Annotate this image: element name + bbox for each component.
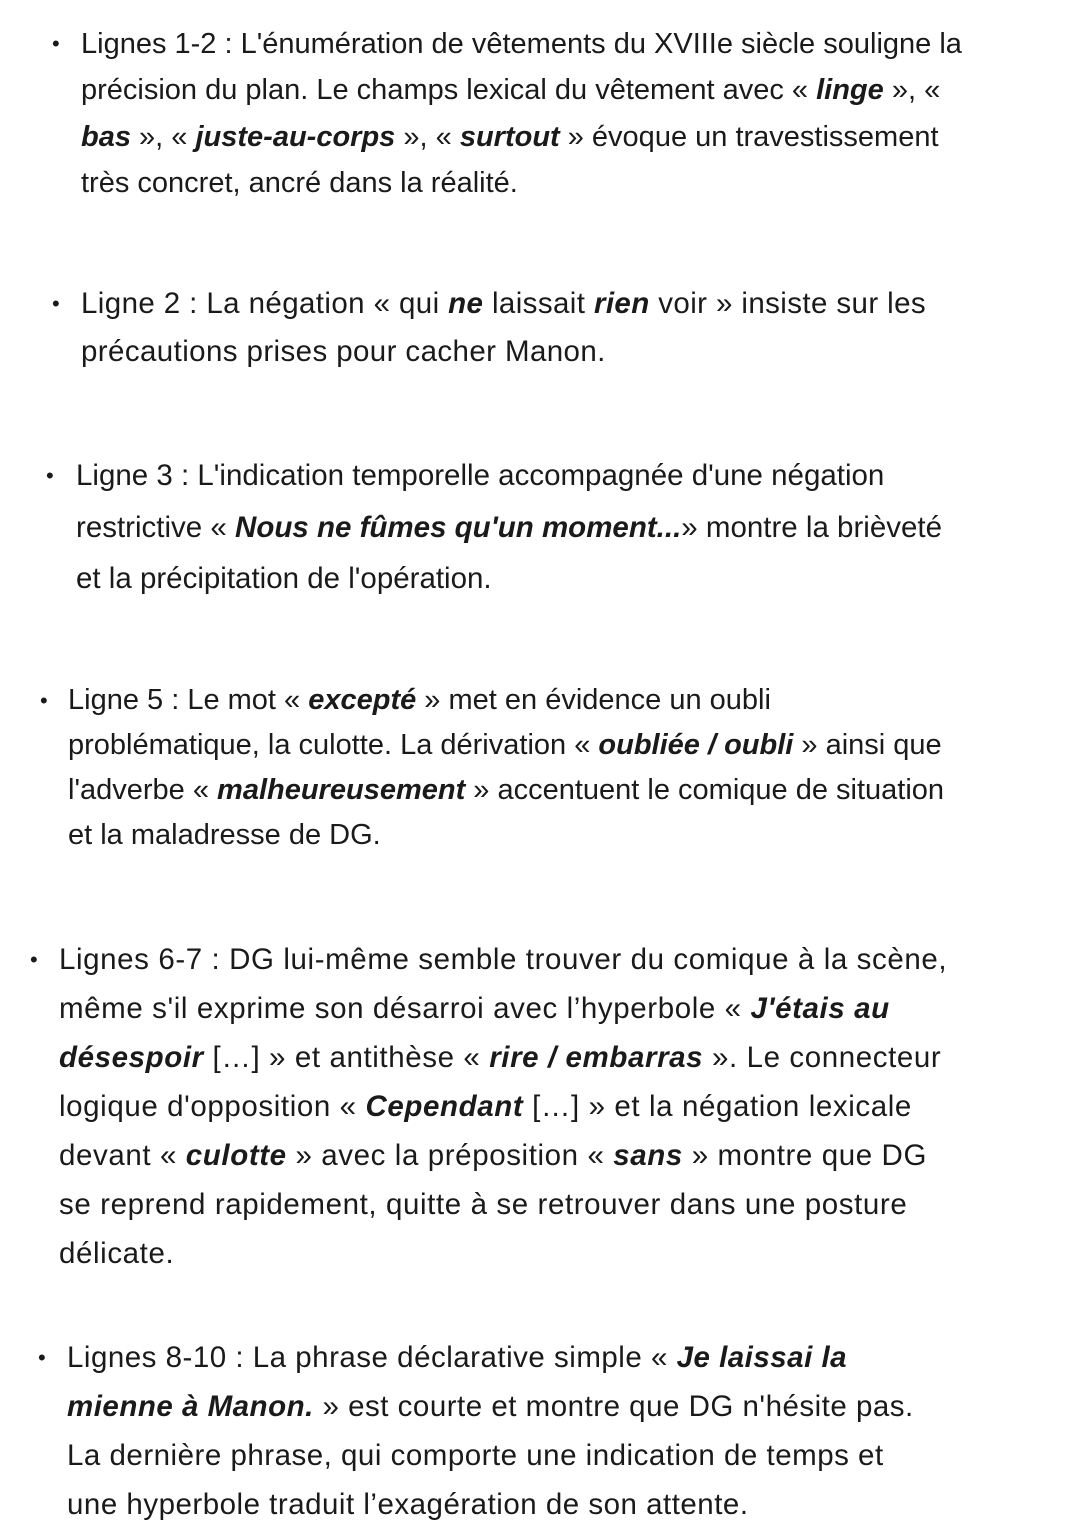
- bullet-icon: •: [52, 31, 60, 56]
- quoted-term: surtout: [459, 120, 560, 153]
- text-segment: Lignes 6-7 : DG lui-même semble trouver du comique à la scène,: [59, 943, 948, 976]
- text-line: [59, 1180, 947, 1229]
- text-segment: Ligne 3 : L'indication temporelle accompagnée d'une négation: [76, 459, 885, 492]
- text-line: [67, 1431, 914, 1480]
- quoted-term: oubliée / oubli: [598, 729, 794, 761]
- quoted-term: ne: [448, 287, 484, 320]
- text-segment: », «: [395, 120, 460, 153]
- bullet-item-ligne-3: [46, 450, 942, 605]
- text-segment: » avec la préposition «: [286, 1139, 614, 1172]
- text-line: [59, 1082, 947, 1131]
- quoted-term: rire / embarras: [489, 1041, 704, 1074]
- text-line: [59, 935, 947, 984]
- text-line: [68, 678, 944, 723]
- quoted-term: désespoir: [59, 1041, 204, 1074]
- bullet-text: [76, 450, 942, 605]
- text-line: [67, 1382, 914, 1431]
- text-segment: » met en évidence un oubli: [416, 684, 771, 716]
- quoted-term: Nous ne fûmes qu'un moment...: [235, 510, 682, 544]
- text-line: [68, 813, 944, 858]
- quoted-term: mienne à Manon.: [67, 1390, 314, 1423]
- text-line: [81, 328, 926, 376]
- text-line: [76, 502, 942, 554]
- quoted-term: Je laissai la: [676, 1341, 848, 1374]
- text-segment: et la précipitation de l'opération.: [76, 562, 492, 595]
- bullet-icon: •: [38, 1345, 47, 1370]
- text-line: [68, 723, 944, 768]
- text-segment: […] » et la négation lexicale: [523, 1090, 912, 1123]
- bullet-item-lignes-8-10: [38, 1333, 914, 1529]
- text-segment: Ligne 5 : Le mot «: [68, 684, 309, 716]
- text-line: [81, 67, 962, 113]
- text-line: [81, 160, 962, 206]
- quoted-term: linge: [816, 74, 884, 107]
- text-line: [81, 280, 926, 328]
- bullet-item-lignes-1-2: [52, 21, 962, 206]
- bullet-text: [81, 21, 962, 206]
- text-segment: La dernière phrase, qui comporte une indication de temps et: [67, 1439, 884, 1472]
- text-segment: même s'il exprime son désarroi avec l’hyperbole «: [59, 992, 751, 1025]
- bullet-icon: •: [52, 291, 61, 316]
- text-segment: » est courte et montre que DG n'hésite pas.: [313, 1390, 914, 1423]
- text-segment: », «: [130, 120, 196, 153]
- text-segment: voir » insiste sur les: [649, 287, 927, 320]
- text-segment: » ainsi que: [793, 729, 942, 761]
- bullet-item-ligne-2: [52, 280, 926, 376]
- text-segment: problématique, la culotte. La dérivation «: [68, 729, 599, 761]
- text-segment: très concret, ancré dans la réalité.: [81, 166, 518, 199]
- bullet-text: [68, 678, 944, 858]
- text-segment: Lignes 1-2 : L'énumération de vêtements du XVIIIe siècle souligne la: [81, 28, 962, 60]
- quoted-term: juste-au-corps: [195, 120, 396, 153]
- text-line: [81, 21, 962, 67]
- text-segment: restrictive «: [76, 510, 236, 544]
- text-line: [67, 1333, 914, 1382]
- text-segment: ». Le connecteur: [703, 1041, 942, 1074]
- quoted-term: excepté: [308, 684, 417, 716]
- quoted-term: rien: [593, 287, 650, 320]
- text-line: [68, 768, 944, 813]
- text-line: [59, 1033, 947, 1082]
- text-segment: et la maladresse de DG.: [68, 819, 381, 851]
- bullet-icon: •: [46, 463, 54, 488]
- bullet-icon: •: [30, 947, 39, 972]
- bullet-item-lignes-6-7: [30, 935, 947, 1278]
- text-segment: précautions prises pour cacher Manon.: [81, 335, 606, 368]
- text-line: [59, 984, 947, 1033]
- text-segment: délicate.: [59, 1237, 175, 1270]
- text-segment: » montre la brièveté: [681, 510, 942, 544]
- text-segment: Ligne 2 : La négation « qui: [81, 287, 449, 320]
- text-segment: » évoque un travestissement: [559, 120, 939, 153]
- text-line: [59, 1229, 947, 1278]
- quoted-term: sans: [613, 1139, 683, 1172]
- bullet-text: [67, 1333, 914, 1529]
- quoted-term: culotte: [185, 1139, 287, 1172]
- text-segment: l'adverbe «: [68, 774, 218, 806]
- text-segment: […] » et antithèse «: [203, 1041, 490, 1074]
- bullet-item-ligne-5: [40, 678, 944, 858]
- text-segment: une hyperbole traduit l’exagération de son attente.: [67, 1488, 749, 1521]
- quoted-term: malheureusement: [217, 774, 466, 806]
- text-line: [76, 450, 942, 502]
- text-segment: » accentuent le comique de situation: [465, 774, 945, 806]
- text-segment: » montre que DG: [682, 1139, 927, 1172]
- quoted-term: bas: [81, 120, 131, 153]
- quoted-term: Cependant: [365, 1090, 524, 1123]
- text-segment: se reprend rapidement, quitte à se retrouver dans une posture: [59, 1188, 908, 1221]
- text-line: [59, 1131, 947, 1180]
- text-segment: devant «: [59, 1139, 186, 1172]
- text-line: [67, 1480, 914, 1529]
- quoted-term: J'étais au: [750, 992, 890, 1025]
- text-segment: laissait: [483, 287, 594, 320]
- bullet-text: [81, 280, 926, 376]
- text-line: [76, 553, 942, 605]
- text-segment: précision du plan. Le champs lexical du vêtement avec «: [81, 74, 817, 107]
- bullet-icon: •: [40, 688, 48, 713]
- text-segment: », «: [883, 74, 941, 107]
- bullet-text: [59, 935, 947, 1278]
- text-segment: logique d'opposition «: [59, 1090, 366, 1123]
- text-line: [81, 114, 962, 160]
- text-segment: Lignes 8-10 : La phrase déclarative simple «: [67, 1341, 677, 1374]
